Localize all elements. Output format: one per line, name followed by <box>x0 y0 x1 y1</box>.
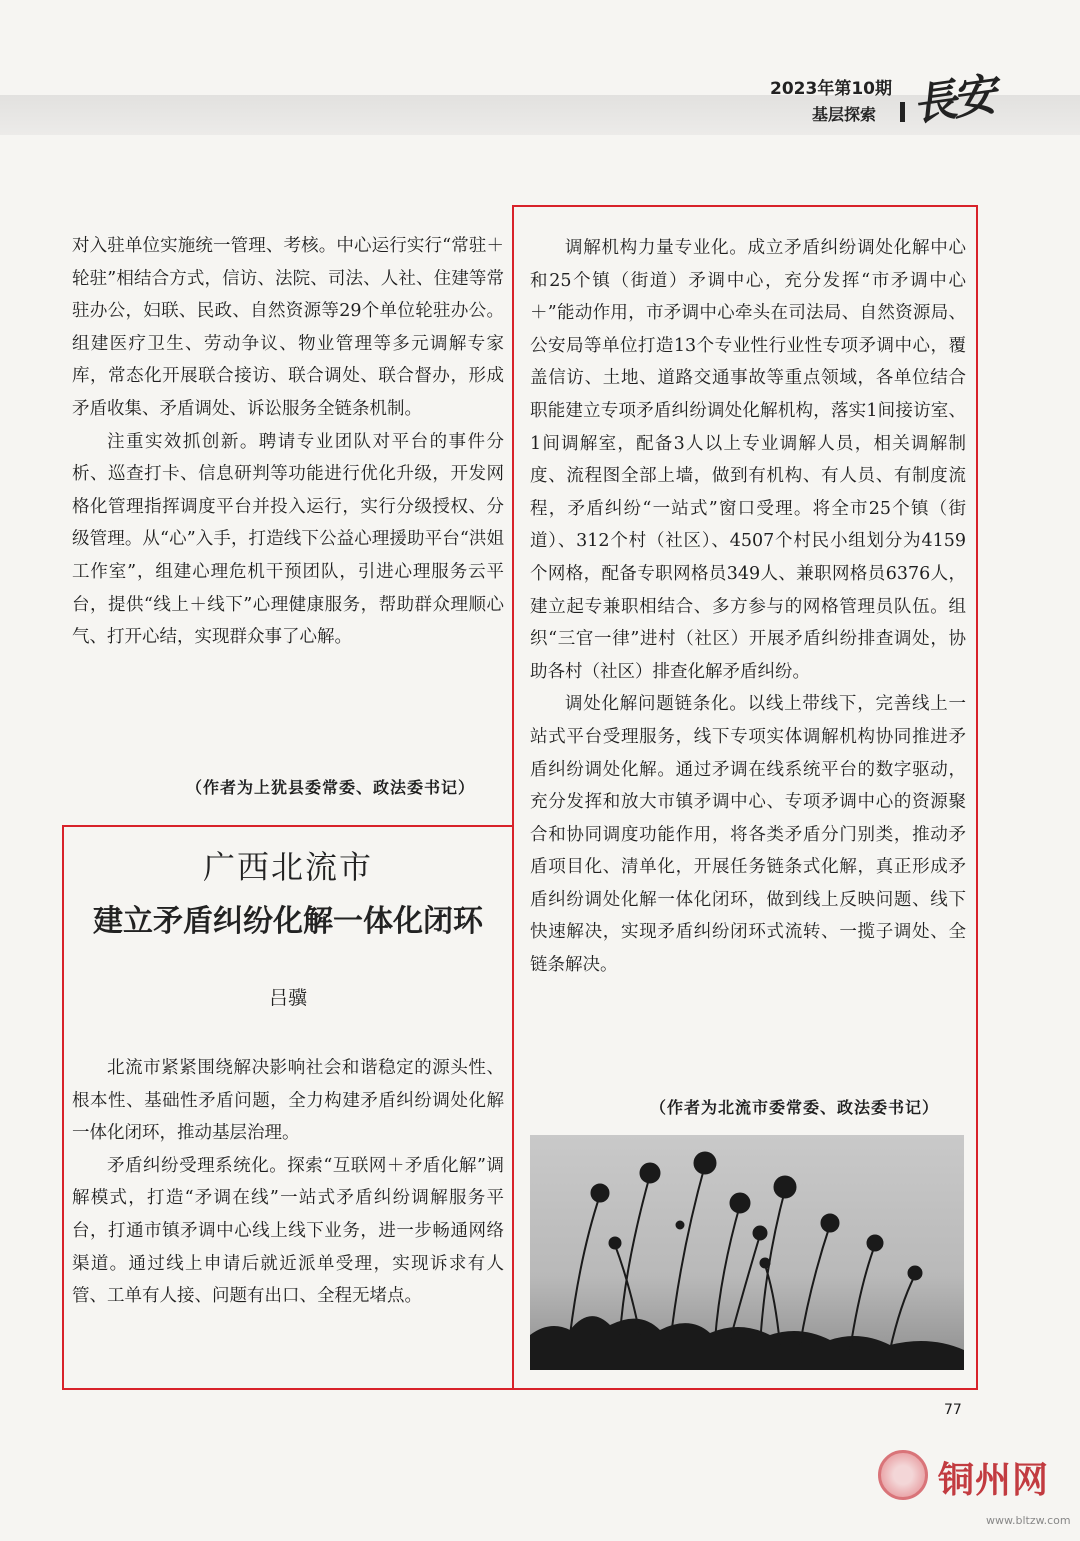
paragraph: 矛盾纠纷受理系统化。探索“互联网＋矛盾化解”调解模式，打造“矛调在线”一站式矛盾纠纷调解服务平台，打通市镇矛调中心线上线下业务，进一步畅通网络渠道。通过线上申请后就近派单受理，实现诉求有人管、工单有人接、问题有出口、全程无堵点。 <box>72 1155 504 1307</box>
cosmos-flowers-silhouette-photo <box>530 1135 964 1370</box>
header-divider <box>900 102 905 122</box>
previous-article-tail <box>72 230 504 654</box>
paragraph: 调解机构力量专业化。成立矛盾纠纷调处化解中心和25个镇（街道）矛调中心，充分发挥“市矛调中心＋”能动作用，市矛调中心牵头在司法局、自然资源局、公安局等单位打造13个专业性行业性专项矛调中心，覆盖信访、土地、道路交通事故等重点领域，各单位结合职能建立专项矛盾纠纷调处化解机构，落实1间接访室、1间调解室，配备3人以上专业调解人员，相关调解制度、流程图全部上墙，做到有机构、有人员、有制度流程，矛盾纠纷“一站式”窗口受理。将全市25个镇（街道）、312个村（社区）、4507个村民小组划分为4159个网格，配备专职网格员349人、兼职网格员6376人，建立起专兼职相结合、多方参与的网格管理员队伍。组织“三官一律”进村（社区）开展矛盾纠纷排查调处，协助各村（社区）排查化解矛盾纠纷。 <box>530 238 966 682</box>
paragraph: 调处化解问题链条化。以线上带线下，完善线上一站式平台受理服务，线下专项实体调解机构协同推进矛盾纠纷调处化解。通过矛调在线系统平台的数字驱动，充分发挥和放大市镇矛调中心、专项矛调中心的资源聚合和协同调度功能作用，将各类矛盾分门别类，推动矛盾项目化、清单化，开展任务链条式化解，真正形成矛盾纠纷调处化解一体化闭环，做到线上反映问题、线下快速解决，实现矛盾纠纷闭环式流转、一揽子调处、全链条解决。 <box>530 694 966 976</box>
issue-label: 2023年第10期 <box>770 79 892 99</box>
paragraph: 注重实效抓创新。聘请专业团队对平台的事件分析、巡查打卡、信息研判等功能进行优化升级，开发网格化管理指挥调度平台并投入运行，实行分级授权、分级管理。从“心”入手，打造线下公益心理援助平台“洪姐工作室”，组建心理危机干预团队，引进心理服务云平台，提供“线上＋线下”心理健康服务，帮助群众理顺心气、打开心结，实现群众事了心解。 <box>72 431 504 648</box>
article-signature: （作者为北流市委常委、政法委书记） <box>650 1098 940 1117</box>
watermark-url: www.bltzw.com <box>986 1514 1071 1527</box>
article-title-line1: 广西北流市 <box>202 848 373 886</box>
author-signature: （作者为上犹县委常委、政法委书记） <box>186 778 476 797</box>
watermark-logo: 铜州网 <box>938 1460 1050 1501</box>
calligraphy-logo-icon: 長安 <box>909 69 996 132</box>
page-number: 77 <box>944 1402 962 1418</box>
section-label: 基层探索 <box>812 105 877 124</box>
red-seal-icon <box>878 1450 928 1500</box>
paragraph: 对入驻单位实施统一管理、考核。中心运行实行“常驻＋轮驻”相结合方式，信访、法院、司法、人社、住建等常驻办公，妇联、民政、自然资源等29个单位轮驻办公。组建医疗卫生、劳动争议、物业管理等多元调解专家库，常态化开展联合接访、联合调处、联合督办，形成矛盾收集、矛盾调处、诉讼服务全链条机制。 <box>72 236 504 419</box>
article-title-line2: 建立矛盾纠纷化解一体化闭环 <box>93 904 483 939</box>
paragraph: 北流市紧紧围绕解决影响社会和谐稳定的源头性、根本性、基础性矛盾问题，全力构建矛盾纠纷调处化解一体化闭环，推动基层治理。 <box>72 1058 504 1144</box>
article-author: 吕骥 <box>268 987 307 1009</box>
article-right-column <box>530 232 966 982</box>
article-left-column <box>72 1052 504 1313</box>
